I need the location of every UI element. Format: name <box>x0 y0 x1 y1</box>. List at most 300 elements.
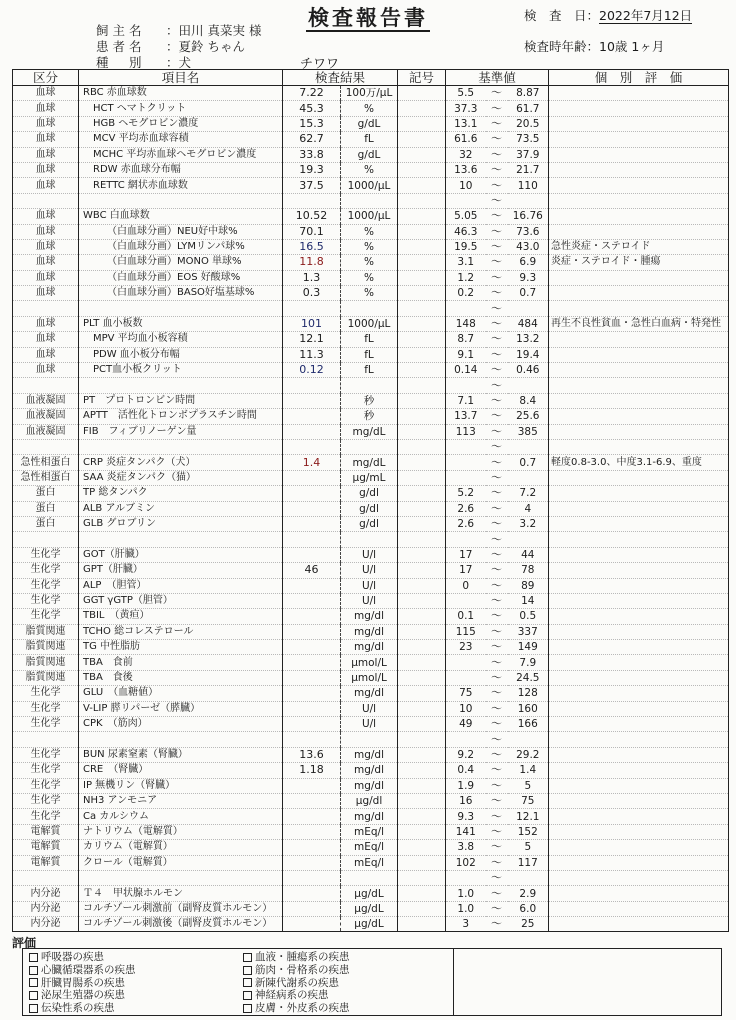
reference-tilde: 〜 <box>486 363 508 378</box>
reference-high-cell: 8.4 <box>508 393 549 408</box>
reference-low-cell: 32 <box>446 147 486 162</box>
reference-tilde: 〜 <box>486 270 508 285</box>
reference-high-cell: 117 <box>508 855 549 870</box>
evaluation-checkbox-item[interactable] <box>243 1002 350 1015</box>
result-value-cell <box>283 439 341 454</box>
result-value-cell <box>283 486 341 501</box>
reference-low-cell: 5.05 <box>446 209 486 224</box>
unit-cell: μmol/L <box>341 670 398 685</box>
result-value-cell: 7.22 <box>283 86 341 101</box>
result-value-cell: 13.6 <box>283 747 341 762</box>
evaluation-cell <box>549 209 729 224</box>
unit-cell: % <box>341 101 398 116</box>
evaluation-divider <box>453 949 454 1015</box>
item-name-cell: FIB フィブリノーゲン量 <box>79 424 283 439</box>
evaluation-checkbox-item[interactable] <box>243 989 350 1002</box>
reference-tilde: 〜 <box>486 778 508 793</box>
category-cell <box>13 378 79 393</box>
item-name-cell: （白血球分画）LYMリンパ球% <box>79 239 283 254</box>
evaluation-cell <box>549 747 729 762</box>
reference-tilde: 〜 <box>486 455 508 470</box>
item-name-cell: PT プロトロンビン時間 <box>79 393 283 408</box>
reference-low-cell <box>446 732 486 747</box>
reference-tilde: 〜 <box>486 239 508 254</box>
result-value-cell <box>283 593 341 608</box>
item-name-cell: BUN 尿素窒素（腎臓） <box>79 747 283 762</box>
result-value-cell <box>283 378 341 393</box>
unit-cell: μg/mL <box>341 470 398 485</box>
reference-low-cell <box>446 470 486 485</box>
checkbox-label: 皮膚・外皮系の疾患 <box>255 1002 350 1015</box>
mark-cell <box>398 516 446 531</box>
checkbox-icon[interactable] <box>29 953 38 962</box>
breed: チワワ <box>300 57 340 72</box>
category-cell: 内分泌 <box>13 917 79 932</box>
item-name-cell: TBIL （黄疸） <box>79 609 283 624</box>
reference-high-cell: 9.3 <box>508 270 549 285</box>
item-name-cell: CRE （腎臓） <box>79 763 283 778</box>
evaluation-cell <box>549 809 729 824</box>
table-row-spacer <box>13 532 729 547</box>
category-cell: 血球 <box>13 209 79 224</box>
reference-high-cell: 337 <box>508 624 549 639</box>
category-cell: 生化学 <box>13 763 79 778</box>
unit-cell: mg/dl <box>341 686 398 701</box>
reference-low-cell: 10 <box>446 178 486 193</box>
reference-low-cell <box>446 455 486 470</box>
evaluation-cell <box>549 686 729 701</box>
evaluation-checkbox-item[interactable] <box>29 1002 136 1015</box>
unit-cell: U/l <box>341 578 398 593</box>
table-row <box>13 670 729 685</box>
evaluation-cell <box>549 624 729 639</box>
reference-high-cell: 37.9 <box>508 147 549 162</box>
item-name-cell: ALP （胆管） <box>79 578 283 593</box>
mark-cell <box>398 609 446 624</box>
item-name-cell: Ca カルシウム <box>79 809 283 824</box>
result-value-cell <box>283 655 341 670</box>
col-mark: 記号 <box>398 70 446 86</box>
table-row <box>13 809 729 824</box>
reference-tilde: 〜 <box>486 470 508 485</box>
category-cell: 蛋白 <box>13 501 79 516</box>
category-cell: 生化学 <box>13 593 79 608</box>
reference-tilde: 〜 <box>486 193 508 208</box>
reference-tilde: 〜 <box>486 886 508 901</box>
mark-cell <box>398 824 446 839</box>
reference-high-cell <box>508 732 549 747</box>
reference-high-cell: 5 <box>508 840 549 855</box>
reference-low-cell: 7.1 <box>446 393 486 408</box>
item-name-cell: GLB グロブリン <box>79 516 283 531</box>
exam-date-value: 2022年7月12日 <box>599 8 693 23</box>
category-cell: 血球 <box>13 239 79 254</box>
evaluation-cell <box>549 178 729 193</box>
mark-cell <box>398 162 446 177</box>
table-row <box>13 332 729 347</box>
unit-cell: mg/dl <box>341 624 398 639</box>
reference-high-cell: 2.9 <box>508 886 549 901</box>
reference-tilde: 〜 <box>486 101 508 116</box>
result-value-cell: 10.52 <box>283 209 341 224</box>
result-value-cell <box>283 793 341 808</box>
reference-tilde: 〜 <box>486 870 508 885</box>
reference-tilde: 〜 <box>486 393 508 408</box>
exam-date <box>524 6 692 24</box>
evaluation-checkbox-item[interactable] <box>243 977 350 990</box>
checkbox-icon[interactable] <box>243 1004 252 1013</box>
evaluation-checkbox-item[interactable] <box>243 951 350 964</box>
table-row <box>13 239 729 254</box>
table-row <box>13 470 729 485</box>
evaluation-checkbox-item[interactable] <box>29 951 136 964</box>
category-cell: 生化学 <box>13 793 79 808</box>
reference-low-cell: 49 <box>446 717 486 732</box>
table-row <box>13 224 729 239</box>
reference-tilde: 〜 <box>486 624 508 639</box>
result-value-cell <box>283 624 341 639</box>
evaluation-cell <box>549 870 729 885</box>
evaluation-cell <box>549 132 729 147</box>
unit-cell <box>341 378 398 393</box>
item-name-cell: SAA 炎症タンパク（猫） <box>79 470 283 485</box>
item-name-cell: カリウム（電解質） <box>79 840 283 855</box>
reference-high-cell: 8.87 <box>508 86 549 101</box>
item-name-cell: TP 総タンパク <box>79 486 283 501</box>
reference-low-cell: 148 <box>446 316 486 331</box>
table-row <box>13 655 729 670</box>
reference-tilde: 〜 <box>486 917 508 932</box>
mark-cell <box>398 301 446 316</box>
mark-cell <box>398 116 446 131</box>
reference-high-cell: 0.46 <box>508 363 549 378</box>
item-name-cell: TG 中性脂肪 <box>79 640 283 655</box>
result-value-cell <box>283 701 341 716</box>
table-row-spacer <box>13 439 729 454</box>
reference-low-cell: 61.6 <box>446 132 486 147</box>
result-value-cell: 62.7 <box>283 132 341 147</box>
reference-low-cell <box>446 593 486 608</box>
category-cell: 生化学 <box>13 563 79 578</box>
category-cell: 生化学 <box>13 778 79 793</box>
checkbox-icon[interactable] <box>243 991 252 1000</box>
category-cell: 血球 <box>13 86 79 101</box>
reference-tilde: 〜 <box>486 501 508 516</box>
col-item: 項目名 <box>79 70 283 86</box>
checkbox-icon[interactable] <box>243 966 252 975</box>
reference-low-cell: 1.0 <box>446 886 486 901</box>
table-row <box>13 547 729 562</box>
evaluation-checkbox-item[interactable] <box>243 964 350 977</box>
evaluation-cell <box>549 301 729 316</box>
result-value-cell: 15.3 <box>283 116 341 131</box>
reference-high-cell <box>508 532 549 547</box>
reference-high-cell: 29.2 <box>508 747 549 762</box>
mark-cell <box>398 747 446 762</box>
reference-high-cell: 20.5 <box>508 116 549 131</box>
unit-cell: mg/dL <box>341 455 398 470</box>
evaluation-cell: 再生不良性貧血・急性白血病・特発性 <box>549 316 729 331</box>
mark-cell <box>398 147 446 162</box>
table-row <box>13 316 729 331</box>
unit-cell: fL <box>341 347 398 362</box>
species-label: 種 別 <box>96 55 146 70</box>
unit-cell: mg/dl <box>341 809 398 824</box>
table-row <box>13 701 729 716</box>
evaluation-cell <box>549 655 729 670</box>
evaluation-cell <box>549 855 729 870</box>
unit-cell: g/dL <box>341 116 398 131</box>
evaluation-checkbox-item[interactable] <box>29 989 136 1002</box>
category-cell: 血球 <box>13 101 79 116</box>
evaluation-cell <box>549 793 729 808</box>
item-name-cell <box>79 870 283 885</box>
evaluation-cell <box>549 840 729 855</box>
evaluation-checkbox-item[interactable] <box>29 977 136 990</box>
reference-tilde: 〜 <box>486 224 508 239</box>
reference-tilde: 〜 <box>486 609 508 624</box>
reference-high-cell: 19.4 <box>508 347 549 362</box>
mark-cell <box>398 409 446 424</box>
result-value-cell <box>283 640 341 655</box>
unit-cell: fL <box>341 332 398 347</box>
item-name-cell <box>79 439 283 454</box>
reference-high-cell: 484 <box>508 316 549 331</box>
category-cell: 血液凝固 <box>13 393 79 408</box>
result-value-cell: 16.5 <box>283 239 341 254</box>
mark-cell <box>398 809 446 824</box>
reference-tilde: 〜 <box>486 301 508 316</box>
reference-high-cell: 12.1 <box>508 809 549 824</box>
evaluation-title: 評価 <box>12 936 37 950</box>
item-name-cell: CRP 炎症タンパク（犬） <box>79 455 283 470</box>
item-name-cell: PLT 血小板数 <box>79 316 283 331</box>
item-name-cell: MPV 平均血小板容積 <box>79 332 283 347</box>
mark-cell <box>398 193 446 208</box>
table-row <box>13 901 729 916</box>
evaluation-cell: 炎症・ステロイド・腫瘍 <box>549 255 729 270</box>
mark-cell <box>398 855 446 870</box>
checkbox-icon[interactable] <box>243 978 252 987</box>
col-reference: 基準値 <box>446 70 549 86</box>
result-value-cell <box>283 855 341 870</box>
unit-cell: % <box>341 224 398 239</box>
reference-low-cell: 5.2 <box>446 486 486 501</box>
reference-tilde: 〜 <box>486 132 508 147</box>
table-row-spacer <box>13 378 729 393</box>
table-row <box>13 624 729 639</box>
checkbox-icon[interactable] <box>29 978 38 987</box>
evaluation-cell <box>549 563 729 578</box>
evaluation-checkbox-item[interactable] <box>29 964 136 977</box>
evaluation-cell <box>549 640 729 655</box>
unit-cell: mEq/l <box>341 855 398 870</box>
evaluation-cell <box>549 470 729 485</box>
result-value-cell <box>283 732 341 747</box>
reference-low-cell: 5.5 <box>446 86 486 101</box>
item-name-cell: APTT 活性化トロンボプラスチン時間 <box>79 409 283 424</box>
evaluation-cell <box>549 332 729 347</box>
exam-age-label: 検査時年齢： <box>524 39 600 54</box>
evaluation-cell <box>549 901 729 916</box>
mark-cell <box>398 347 446 362</box>
category-cell: 血球 <box>13 162 79 177</box>
reference-high-cell: 78 <box>508 563 549 578</box>
reference-low-cell: 1.2 <box>446 270 486 285</box>
checkbox-icon[interactable] <box>29 966 38 975</box>
reference-high-cell <box>508 301 549 316</box>
evaluation-cell <box>549 532 729 547</box>
reference-low-cell: 17 <box>446 547 486 562</box>
reference-tilde: 〜 <box>486 578 508 593</box>
mark-cell <box>398 917 446 932</box>
table-row <box>13 778 729 793</box>
reference-low-cell <box>446 670 486 685</box>
evaluation-cell <box>549 824 729 839</box>
mark-cell <box>398 593 446 608</box>
reference-tilde: 〜 <box>486 255 508 270</box>
mark-cell <box>398 501 446 516</box>
result-value-cell <box>283 901 341 916</box>
owner-label: 飼主名 <box>96 23 146 38</box>
checkbox-icon[interactable] <box>29 991 38 1000</box>
result-value-cell: 33.8 <box>283 147 341 162</box>
table-row <box>13 747 729 762</box>
table-row-spacer <box>13 193 729 208</box>
reference-tilde: 〜 <box>486 147 508 162</box>
mark-cell <box>398 132 446 147</box>
table-row <box>13 516 729 531</box>
species-value: ：犬 <box>166 55 192 70</box>
mark-cell <box>398 455 446 470</box>
unit-cell: μg/dL <box>341 917 398 932</box>
reference-tilde: 〜 <box>486 747 508 762</box>
mark-cell <box>398 209 446 224</box>
reference-high-cell: 73.5 <box>508 132 549 147</box>
checkbox-label: 神経病系の疾患 <box>255 989 329 1002</box>
item-name-cell: GOT（肝臓） <box>79 547 283 562</box>
category-cell: 血球 <box>13 286 79 301</box>
table-row <box>13 347 729 362</box>
evaluation-cell <box>549 347 729 362</box>
result-value-cell <box>283 516 341 531</box>
reference-low-cell: 17 <box>446 563 486 578</box>
reference-low-cell: 102 <box>446 855 486 870</box>
mark-cell <box>398 470 446 485</box>
unit-cell: % <box>341 286 398 301</box>
unit-cell: g/dl <box>341 516 398 531</box>
unit-cell <box>341 193 398 208</box>
result-value-cell <box>283 809 341 824</box>
evaluation-cell <box>549 778 729 793</box>
item-name-cell: PDW 血小板分布幅 <box>79 347 283 362</box>
evaluation-cell <box>549 101 729 116</box>
category-cell: 生化学 <box>13 701 79 716</box>
category-cell: 血液凝固 <box>13 409 79 424</box>
item-name-cell <box>79 301 283 316</box>
item-name-cell: MCHC 平均赤血球ヘモグロビン濃度 <box>79 147 283 162</box>
result-value-cell: 46 <box>283 563 341 578</box>
col-category: 区分 <box>13 70 79 86</box>
result-value-cell: 11.8 <box>283 255 341 270</box>
category-cell: 内分泌 <box>13 901 79 916</box>
category-cell: 生化学 <box>13 547 79 562</box>
table-row <box>13 578 729 593</box>
reference-high-cell: 6.0 <box>508 901 549 916</box>
item-name-cell: GPT（肝臓） <box>79 563 283 578</box>
table-row <box>13 424 729 439</box>
item-name-cell: HGB ヘモグロビン濃度 <box>79 116 283 131</box>
reference-tilde: 〜 <box>486 840 508 855</box>
evaluation-cell <box>549 609 729 624</box>
checkbox-label: 血液・腫瘍系の疾患 <box>255 951 350 963</box>
reference-high-cell: 0.7 <box>508 455 549 470</box>
unit-cell: U/l <box>341 717 398 732</box>
reference-low-cell: 23 <box>446 640 486 655</box>
category-cell: 脂質関連 <box>13 640 79 655</box>
reference-high-cell: 75 <box>508 793 549 808</box>
mark-cell <box>398 670 446 685</box>
category-cell: 血球 <box>13 147 79 162</box>
reference-tilde: 〜 <box>486 86 508 101</box>
evaluation-cell <box>549 162 729 177</box>
results-table <box>12 69 729 932</box>
reference-tilde: 〜 <box>486 793 508 808</box>
reference-low-cell: 10 <box>446 701 486 716</box>
table-row <box>13 86 729 101</box>
item-name-cell: Ｔ４ 甲状腺ホルモン <box>79 886 283 901</box>
reference-tilde: 〜 <box>486 116 508 131</box>
reference-high-cell: 110 <box>508 178 549 193</box>
reference-tilde: 〜 <box>486 209 508 224</box>
result-value-cell <box>283 824 341 839</box>
reference-low-cell: 3.8 <box>446 840 486 855</box>
unit-cell: g/dl <box>341 501 398 516</box>
item-name-cell: TBA 食後 <box>79 670 283 685</box>
category-cell <box>13 301 79 316</box>
reference-high-cell: 13.2 <box>508 332 549 347</box>
evaluation-cell: 軽度0.8-3.0、中度3.1-6.9、重度 <box>549 455 729 470</box>
unit-cell: % <box>341 162 398 177</box>
unit-cell: mg/dl <box>341 747 398 762</box>
result-value-cell: 11.3 <box>283 347 341 362</box>
result-value-cell: 1.4 <box>283 455 341 470</box>
checkbox-icon[interactable] <box>29 1004 38 1013</box>
patient-value: ：夏鈴 ちゃん <box>166 39 245 54</box>
unit-cell: U/l <box>341 593 398 608</box>
table-row-spacer <box>13 301 729 316</box>
result-value-cell <box>283 193 341 208</box>
mark-cell <box>398 655 446 670</box>
reference-low-cell: 0.2 <box>446 286 486 301</box>
evaluation-cell <box>549 393 729 408</box>
table-row <box>13 917 729 932</box>
reference-tilde: 〜 <box>486 178 508 193</box>
table-row <box>13 116 729 131</box>
category-cell: 急性相蛋白 <box>13 470 79 485</box>
reference-tilde: 〜 <box>486 593 508 608</box>
reference-high-cell <box>508 378 549 393</box>
report-title-text: 検査報告書 <box>308 6 428 30</box>
item-name-cell <box>79 732 283 747</box>
mark-cell <box>398 224 446 239</box>
result-value-cell <box>283 424 341 439</box>
checkbox-icon[interactable] <box>243 953 252 962</box>
reference-tilde: 〜 <box>486 439 508 454</box>
unit-cell: U/l <box>341 701 398 716</box>
mark-cell <box>398 286 446 301</box>
reference-low-cell: 1.9 <box>446 778 486 793</box>
